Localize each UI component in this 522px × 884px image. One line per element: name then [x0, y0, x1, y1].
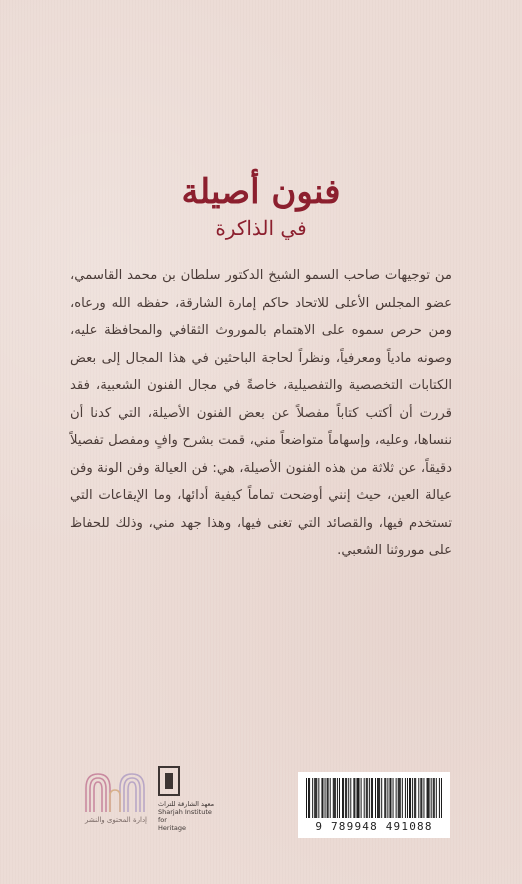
barcode-bar: [350, 778, 351, 818]
barcode-bar: [390, 778, 391, 818]
barcode-bar: [318, 778, 319, 818]
barcode-bar: [322, 778, 323, 818]
barcode-bar: [423, 778, 424, 818]
barcode-bar: [312, 778, 313, 818]
institute-emblem-icon: [158, 766, 180, 796]
barcode-bar: [385, 778, 386, 818]
barcode-bar: [428, 778, 429, 818]
barcode-bar: [314, 778, 315, 818]
barcode-bar: [415, 778, 416, 818]
barcode-bar: [418, 778, 419, 818]
arches-icon: [80, 766, 152, 814]
barcode-bar: [420, 778, 421, 818]
barcode-bar: [327, 778, 328, 818]
barcode-bar: [379, 778, 380, 818]
barcode-bar: [378, 778, 379, 818]
barcode-bar: [389, 778, 390, 818]
barcode-bar: [369, 778, 370, 818]
publishing-department-logo: [80, 766, 152, 836]
barcode-bar: [354, 778, 355, 818]
barcode-bar: [405, 778, 406, 818]
barcode-bar: [421, 778, 422, 818]
barcode-bar: [407, 778, 408, 818]
institute-name-en-line1: Sharjah Institute for: [158, 808, 212, 824]
barcode-bar: [381, 778, 382, 818]
barcode-bar: [409, 778, 410, 818]
institute-name: [158, 800, 218, 832]
barcode-bar: [434, 778, 435, 818]
barcode-bar: [396, 778, 397, 818]
barcode-bar: [441, 778, 442, 818]
barcode-bar: [414, 778, 415, 818]
barcode-bar: [402, 778, 403, 818]
barcode-bar: [316, 778, 317, 818]
publishing-department-caption: إدارة المحتوى والنشر: [84, 816, 148, 824]
barcode-bar: [431, 778, 432, 818]
barcode-bar: [358, 778, 359, 818]
book-subtitle: في الذاكرة: [215, 216, 307, 240]
barcode-bar: [375, 778, 376, 818]
barcode-bar: [333, 778, 334, 818]
barcode-bar: [306, 778, 307, 818]
title-block: [0, 170, 522, 242]
barcode-bar: [429, 778, 430, 818]
barcode-bar: [353, 778, 354, 818]
barcode-bar: [356, 778, 357, 818]
book-title: فنون أصيلة: [181, 172, 341, 212]
barcode-bar: [359, 778, 360, 818]
barcode-bar: [377, 778, 378, 818]
barcode-bar: [361, 778, 362, 818]
barcode-bar: [412, 778, 413, 818]
barcode-bar: [410, 778, 411, 818]
barcode-bar: [342, 778, 343, 818]
barcode-bar: [328, 778, 329, 818]
barcode-bar: [343, 778, 344, 818]
barcode-bar: [372, 778, 373, 818]
barcode-bar: [384, 778, 385, 818]
barcode-bar: [371, 778, 372, 818]
barcode-bar: [436, 778, 437, 818]
sharjah-institute-logo: [158, 766, 218, 836]
publisher-logos: [80, 766, 220, 836]
barcode-bar: [439, 778, 440, 818]
barcode-bar: [321, 778, 322, 818]
barcode-bar: [400, 778, 401, 818]
barcode-bar: [337, 778, 338, 818]
barcode-bar: [325, 778, 326, 818]
barcode-bar: [315, 778, 316, 818]
barcode-bar: [334, 778, 335, 818]
barcode-bar: [346, 778, 347, 818]
barcode-bar: [348, 778, 349, 818]
barcode-bar: [345, 778, 346, 818]
barcode-bar: [427, 778, 428, 818]
barcode-bar: [398, 778, 399, 818]
isbn-number: 9 789948 491088: [315, 820, 433, 833]
institute-name-ar: معهد الشارقة للتراث: [158, 800, 215, 808]
barcode-bars: [306, 778, 442, 822]
barcode-bar: [364, 778, 365, 818]
blurb-paragraph: من توجيهات صاحب السمو الشيخ الدكتور سلطان بن محمد القاسمي، عضو المجلس الأعلى للاتحاد حاكم إمارة الشارقة، حفظه الله ورعاه، ومن حرص سموه على الاهتمام بالموروث الثقافي والمحافظة عليه، وصونه مادياً ومعرفياً، ونظراً لحاجة الباحثين في هذا المجال إلى بعض الكتابات التخصصية والتفصيلية، خاصةً في مجال الفنون الشعبية، فقد قررت أن أكتب كتاباً مفصلاً عن بعض الفنون الأصيلة، التي كدنا أن ننساها، وعليه، وإسهاماً متواضعاً مني، قمت بشرح وافٍ ومفصل تفصيلاً دقيقاً، عن ثلاثة من هذه الفنون الأصيلة، هي: فن العيالة وفن الونة وفن عيالة العين، حيث إنني أوضحت تماماً كيفية أدائها، وما الإيقاعات التي تستخدم فيها، والقصائد التي تغنى فيها، وهذا جهد مني، وذلك للحفاظ على موروثنا الشعبي.: [70, 268, 452, 558]
barcode-bar: [335, 778, 336, 818]
blurb-text: [70, 262, 452, 565]
institute-name-en-line2: Heritage: [158, 824, 187, 832]
isbn-barcode: [298, 772, 450, 838]
barcode-bar: [308, 778, 309, 818]
barcode-bar: [339, 778, 340, 818]
barcode-bar: [387, 778, 388, 818]
barcode-bar: [393, 778, 394, 818]
barcode-bar: [399, 778, 400, 818]
barcode-bar: [366, 778, 367, 818]
barcode-bar: [330, 778, 331, 818]
barcode-bar: [433, 778, 434, 818]
barcode-bar: [309, 778, 310, 818]
barcode-bar: [367, 778, 368, 818]
